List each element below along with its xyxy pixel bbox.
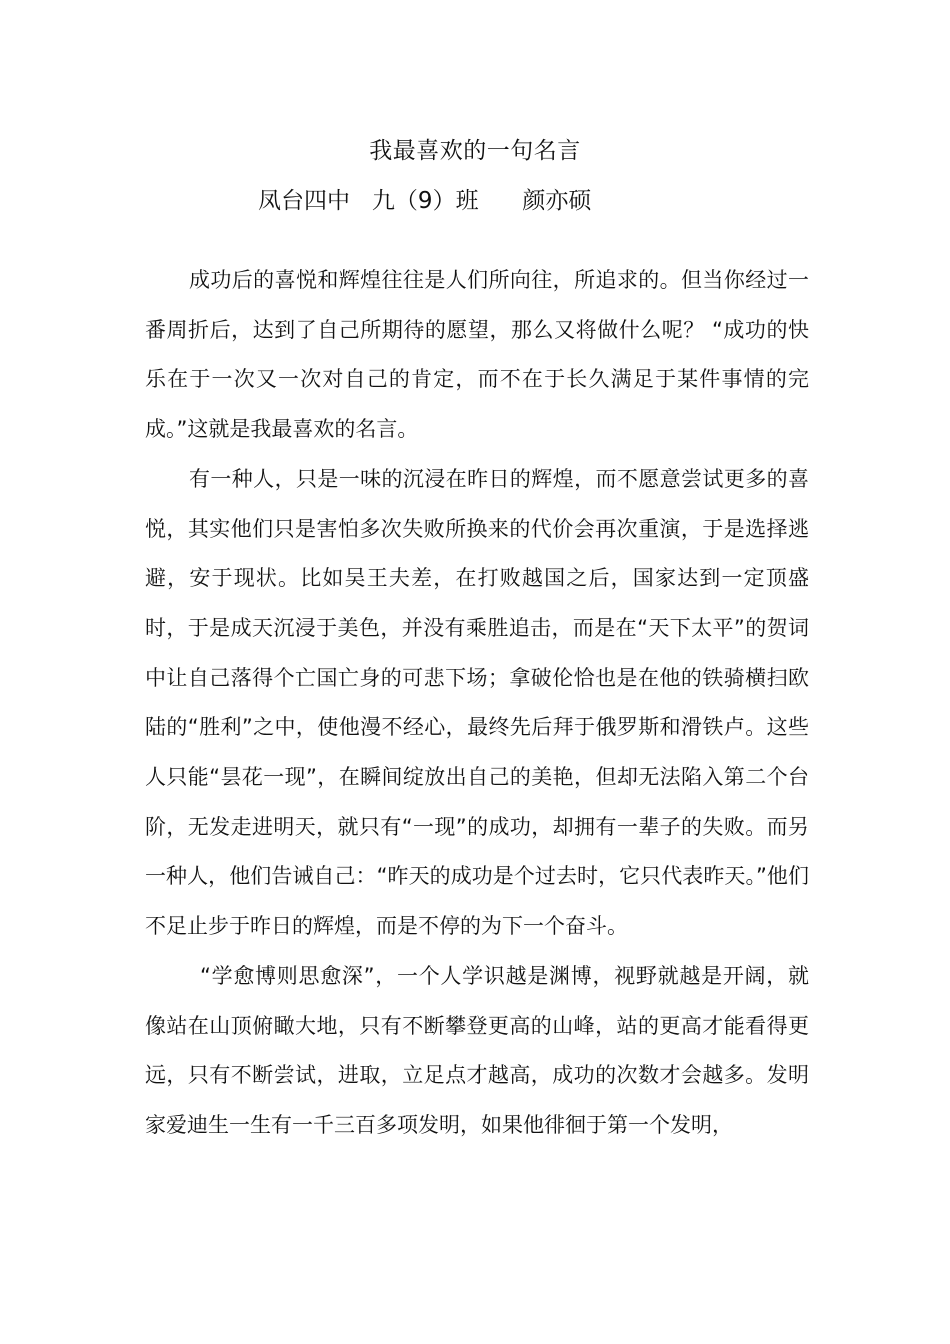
essay-paragraph-3: “学愈博则思愈深”，一个人学识越是渊博，视野就越是开阔，就像站在山顶俯瞰大地，只有不断攀登更高的山峰，站的更高才能看得更远，只有不断尝试，进取，立足点才越高，成功的次数才会越多。发明家爱迪生一生有一千三百多项发明，如果他徘徊于第一个发明， [145, 963, 809, 1137]
essay-paragraph-2: 有一种人，只是一味的沉浸在昨日的辉煌，而不愿意尝试更多的喜悦，其实他们只是害怕多次失败所换来的代价会再次重演，于是选择逃避，安于现状。比如吴王夫差，在打败越国之后，国家达到一定顶盛时，于是成天沉浸于美色，并没有乘胜追击，而是在“天下太平”的贺词中让自己落得个亡国亡身的可悲下场；拿破伦恰也是在他的铁骑横扫欧陆的“胜利”之中，使他漫不经心，最终先后拜于俄罗斯和滑铁卢。这些人只能“昙花一现”，在瞬间绽放出自己的美艳，但却无法陷入第二个台阶，无发走进明天，就只有“一现”的成功，却拥有一辈子的失败。而另一种人，他们告诫自己：“昨天的成功是个过去时，它只代表昨天。”他们不足止步于昨日的辉煌，而是不停的为下一个奋斗。 [145, 466, 809, 939]
essay-body [145, 256, 809, 1151]
document-title: 我最喜欢的一句名言 [369, 138, 581, 164]
author-byline: 凤台四中 九（9）班 颜亦硕 [258, 188, 592, 214]
essay-paragraph-1: 成功后的喜悦和辉煌往往是人们所向往，所追求的。但当你经过一番周折后，达到了自己所期待的愿望，那么又将做什么呢？ “成功的快乐在于一次又一次对自己的肯定，而不在于长久满足于某件事情的完成。”这就是我最喜欢的名言。 [145, 268, 809, 442]
